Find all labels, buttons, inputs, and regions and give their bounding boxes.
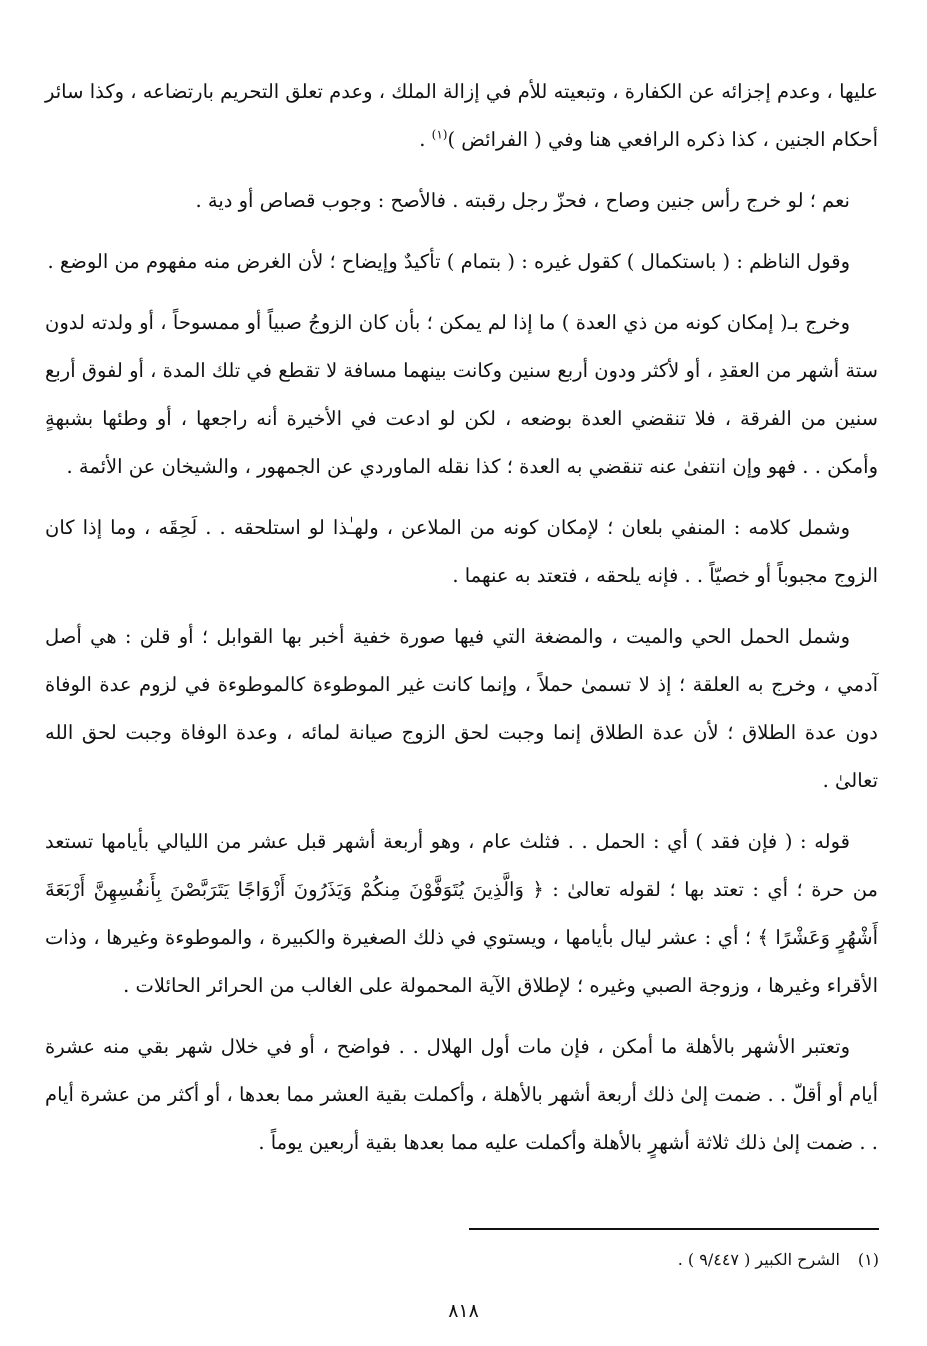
footnote-number: (١) (857, 1250, 879, 1269)
paragraph-3: وقول الناظم : ( باستكمال ) كقول غيره : ( بتمام ) تأكيدٌ وإيضاح ؛ لأن الغرض منه مفهوم من الوضع . (47, 250, 850, 273)
footnote-text: الشرح الكبير ( ٩/٤٤٧ ) . (677, 1250, 840, 1269)
main-text (45, 68, 878, 1180)
footnote-marker[interactable]: (١) (431, 127, 448, 142)
paragraph-1 (45, 68, 878, 164)
footnote (379, 1246, 879, 1274)
paragraph-4: وخرج بـ( إمكان كونه من ذي العدة ) ما إذا لم يمكن ؛ بأن كان الزوجُ صبياً أو ممسوحاً ، أو ولدته لدون ستة أشهر من العقدِ ، أو لأكثر ودون أربع سنين وكانت بينهما مسافة لا تقطع في تلك المدة ، أو لفوق أربع سنين من الفرقة ، فلا تنقضي العدة بوضعه ، لكن لو ادعت في الأخيرة أنه راجعها ، أو وطئها بشبهةٍ وأمكن . . فهو وإن انتفىٰ عنه تنقضي به العدة ؛ كذا نقله الماوردي عن الجمهور ، والشيخان عن الأئمة . (45, 311, 878, 478)
paragraph-1-end: . (419, 128, 432, 151)
paragraph-8: وتعتبر الأشهر بالأهلة ما أمكن ، فإن مات أول الهلال . . فواضح ، أو في خلال شهر بقي منه عشرة أيام أو أقلّ . . ضمت إلىٰ ذلك أربعة أشهر بالأهلة ، وأكملت بقية العشر مما بعدها ، أو أكثر من عشرة أيام . . ضمت إلىٰ ذلك ثلاثة أشهرٍ بالأهلة وأكملت عليه مما بعدها بقية أربعين يوماً . (45, 1035, 878, 1154)
paragraph-5: وشمل كلامه : المنفي بلعان ؛ لإمكان كونه من الملاعن ، ولهـٰذا لو استلحقه . . لَحِقَه ، وما إذا كان الزوج مجبوباً أو خصيّاً . . فإنه يلحقه ، فتعتد به عنهما . (45, 516, 878, 587)
footnote-divider (469, 1228, 879, 1230)
paragraph-6: وشمل الحمل الحي والميت ، والمضغة التي فيها صورة خفية أخبر بها القوابل ؛ أو قلن : هي أصل آدمي ، وخرج به العلقة ؛ إذ لا تسمىٰ حملاً ، وإنما كانت غير الموطوءة كالموطوءة في لزوم عدة الوفاة دون عدة الطلاق ؛ لأن عدة الطلاق إنما وجبت لحق الزوج صيانة لمائه ، وعدة الوفاة وجبت لحق الله تعالىٰ . (45, 625, 878, 792)
paragraph-2: نعم ؛ لو خرج رأس جنين وصاح ، فحزّ رجل رقبته . فالأصح : وجوب قصاص أو دية . (195, 189, 850, 212)
paragraph-1-text: عليها ، وعدم إجزائه عن الكفارة ، وتبعيته للأم في إزالة الملك ، وعدم تعلق التحريم بارتضاعه ، وكذا سائر أحكام الجنين ، كذا ذكره الرافعي هنا وفي ( الفرائض ) (45, 80, 878, 151)
page-number: ٨١٨ (448, 1300, 479, 1322)
paragraph-7: قوله : ( فإن فقد ) أي : الحمل . . فثلث عام ، وهو أربعة أشهر قبل عشر من الليالي بأيامها تستعد من حرة ؛ أي : تعتد بها ؛ لقوله تعالىٰ : ﴿ وَالَّذِينَ يُتَوَفَّوْنَ مِنكُمْ وَيَذَرُونَ أَزْوَاجًا يَتَرَبَّصْنَ بِأَنفُسِهِنَّ أَرْبَعَةَ أَشْهُرٍ وَعَشْرًا ﴾ ؛ أي : عشر ليال بأيامها ، ويستوي في ذلك الصغيرة والكبيرة ، والموطوءة وغيرها ، وذات الأقراء وغيرها ، وزوجة الصبي وغيره ؛ لإطلاق الآية المحمولة على الغالب من الحرائر الحائلات . (45, 830, 878, 997)
